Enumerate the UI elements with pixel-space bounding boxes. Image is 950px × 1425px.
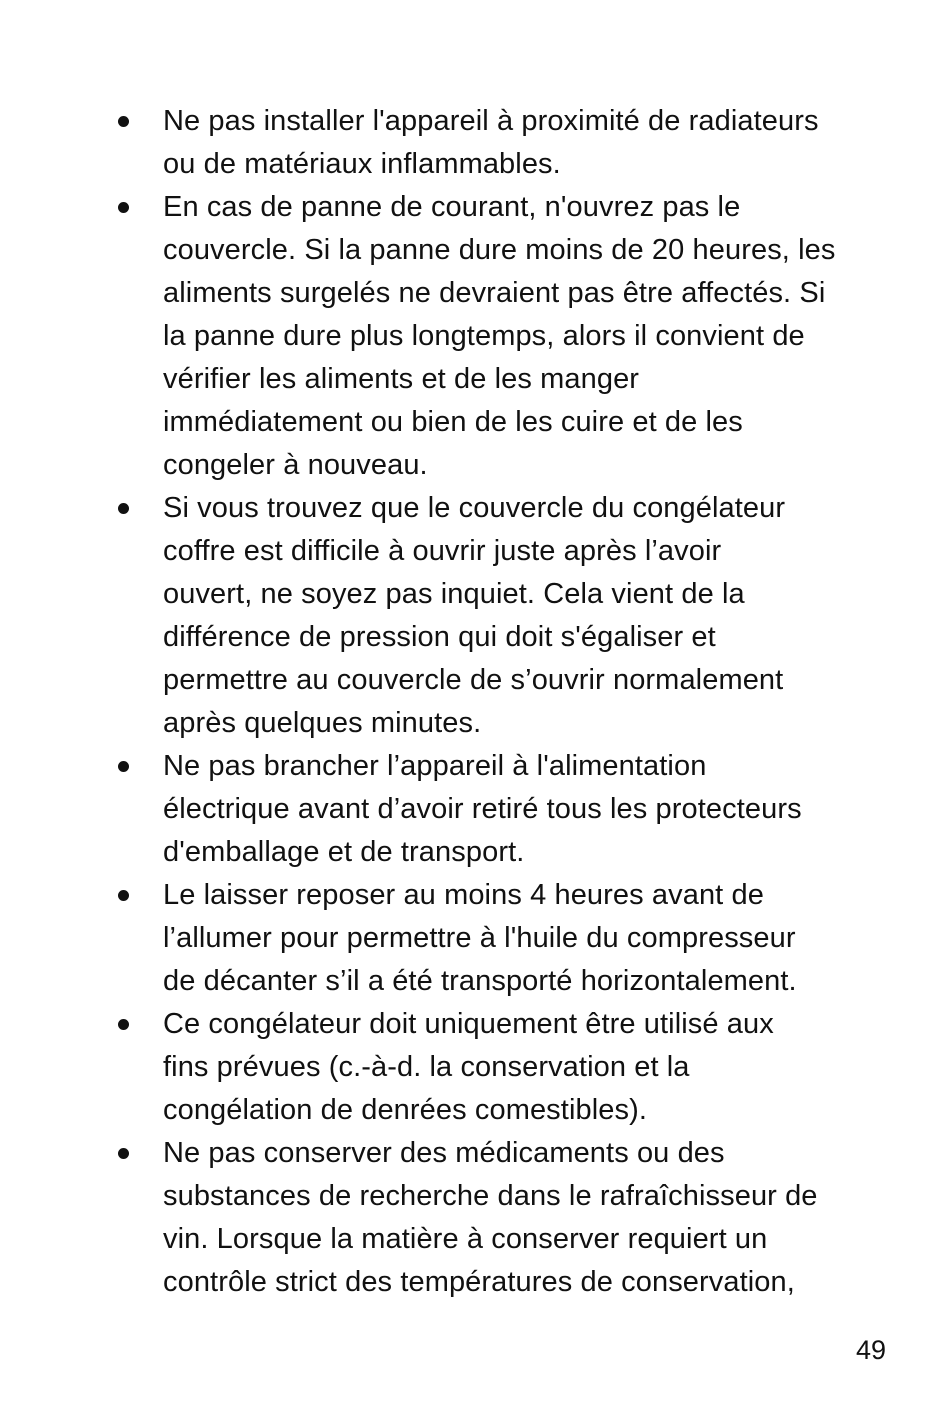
bullet-item [112, 487, 902, 745]
bullet-text-line: congeler à nouveau. [163, 449, 428, 481]
bullet-item [112, 186, 902, 487]
bullet-text-line: vin. Lorsque la matière à conserver requiert un [163, 1223, 768, 1255]
bullet-text-line: vérifier les aliments et de les manger [163, 363, 640, 395]
bullet-dot-icon [118, 202, 129, 213]
page-number: 49 [855, 1335, 886, 1365]
bullet-text-line: l’allumer pour permettre à l'huile du compresseur [163, 922, 796, 954]
bullet-text-line: substances de recherche dans le rafraîchisseur de [163, 1180, 818, 1212]
bullet-dot-icon [118, 1148, 129, 1159]
bullet-text-line: Ne pas brancher l’appareil à l'alimentation [163, 750, 707, 782]
bullet-dot-icon [118, 761, 129, 772]
bullet-item [112, 874, 902, 1003]
bullet-text-line: ouvert, ne soyez pas inquiet. Cela vient de la [163, 578, 745, 610]
bullet-text-line: de décanter s’il a été transporté horizontalement. [163, 965, 797, 997]
bullet-text-line: ou de matériaux inflammables. [163, 148, 561, 180]
bullet-text-line: aliments surgelés ne devraient pas être affectés. Si [163, 277, 826, 309]
bullet-dot-icon [118, 116, 129, 127]
bullet-text-line: Le laisser reposer au moins 4 heures avant de [163, 879, 764, 911]
bullet-text-line: contrôle strict des températures de conservation, [163, 1266, 795, 1298]
bullet-item [112, 100, 902, 186]
bullet-text-line: En cas de panne de courant, n'ouvrez pas le [163, 191, 741, 223]
bullet-item [112, 1003, 902, 1132]
bullet-item [112, 1132, 902, 1304]
bullet-text-line: coffre est difficile à ouvrir juste après l’avoir [163, 535, 722, 567]
bullet-dot-icon [118, 503, 129, 514]
bullet-text-line: après quelques minutes. [163, 707, 482, 739]
bullet-text-line: Ne pas conserver des médicaments ou des [163, 1137, 725, 1169]
bullet-text-line: la panne dure plus longtemps, alors il convient de [163, 320, 805, 352]
safety-bullet-list [112, 100, 902, 1304]
bullet-text-line: électrique avant d’avoir retiré tous les protecteurs [163, 793, 802, 825]
bullet-text-line: immédiatement ou bien de les cuire et de les [163, 406, 743, 438]
bullet-text-line: différence de pression qui doit s'égaliser et [163, 621, 716, 653]
bullet-dot-icon [118, 890, 129, 901]
bullet-text-line: Si vous trouvez que le couvercle du congélateur [163, 492, 786, 524]
bullet-item [112, 745, 902, 874]
bullet-text-line: Ne pas installer l'appareil à proximité de radiateurs [163, 105, 819, 137]
bullet-text-line: fins prévues (c.-à-d. la conservation et la [163, 1051, 690, 1083]
bullet-dot-icon [118, 1019, 129, 1030]
bullet-text-line: congélation de denrées comestibles). [163, 1094, 647, 1126]
bullet-text-line: Ce congélateur doit uniquement être utilisé aux [163, 1008, 774, 1040]
bullet-text-line: permettre au couvercle de s’ouvrir normalement [163, 664, 784, 696]
bullet-text-line: couvercle. Si la panne dure moins de 20 heures, les [163, 234, 836, 266]
bullet-text-line: d'emballage et de transport. [163, 836, 525, 868]
